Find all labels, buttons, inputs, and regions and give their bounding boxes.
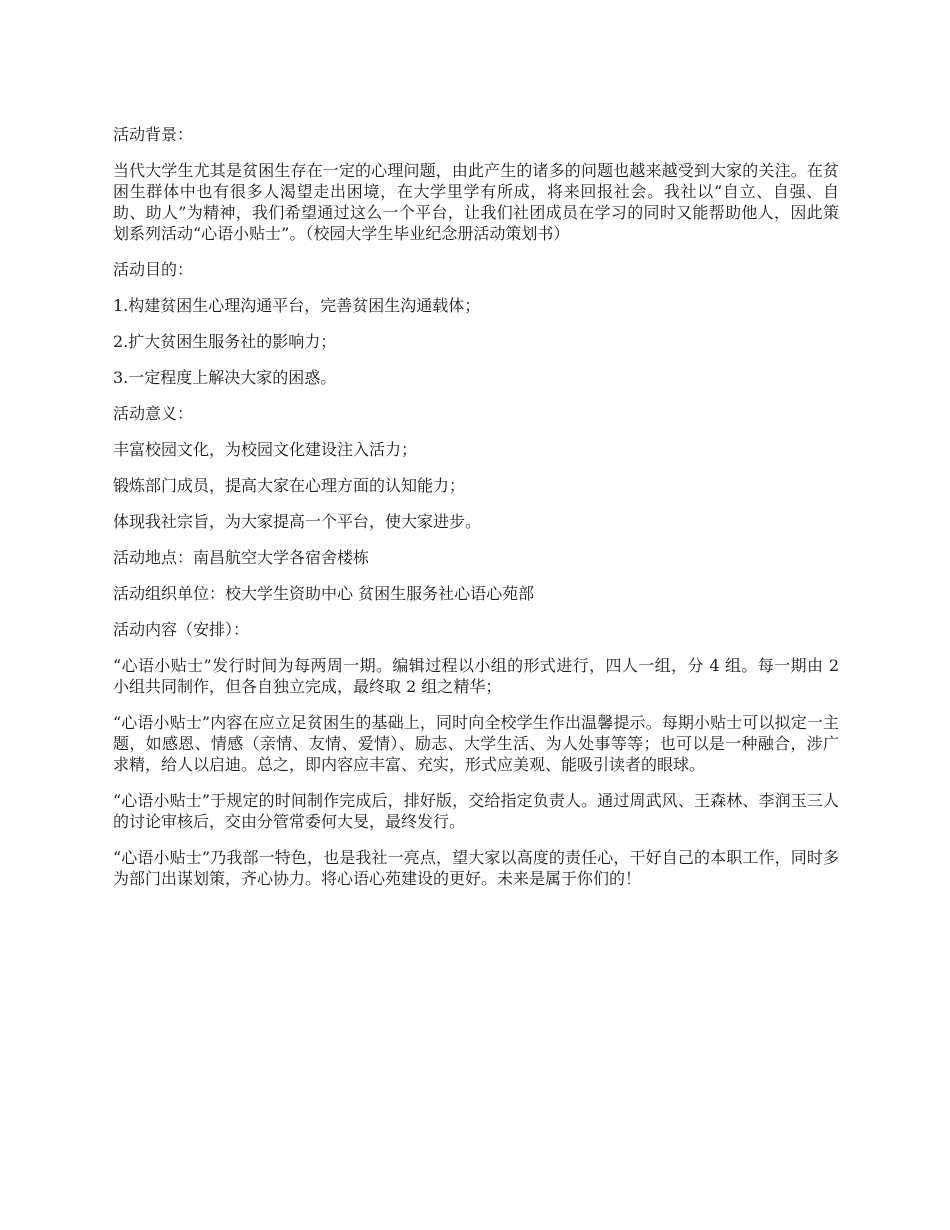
purpose-item-1: 1.构建贫困生心理沟通平台，完善贫困生沟通载体；: [113, 296, 481, 315]
significance-item-3: 体现我社宗旨，为大家提高一个平台，使大家进步。: [113, 512, 482, 531]
paragraph-background: 当代大学生尤其是贫困生存在一定的心理问题，由此产生的诸多的问题也越来越受到大家的关注。在贫困生群体中也有很多人渴望走出困境，在大学里学有所成，将来回报社会。我社以“自立、自强、自助、助人”为精神，我们希望通过这么一个平台，让我们社团成员在学习的同时又能帮助他人，因此策划系列活动“心语小贴士”。（校园大学生毕业纪念册活动策划书）: [113, 161, 839, 243]
purpose-item-2: 2.扩大贫困生服务社的影响力；: [113, 332, 337, 351]
significance-item-1: 丰富校园文化，为校园文化建设注入活力；: [113, 440, 418, 459]
purpose-item-3: 3.一定程度上解决大家的困惑。: [113, 368, 337, 387]
activity-location: 活动地点：南昌航空大学各宿舍楼栋: [113, 548, 370, 567]
content-paragraph-3: “心语小贴士”于规定的时间制作完成后，排好版，交给指定负责人。通过周武风、王森林、李润玉三人的讨论审核后，交由分管常委何大旻，最终发行。: [113, 791, 839, 831]
activity-organizer: 活动组织单位：校大学生资助中心 贫困生服务社心语心苑部: [113, 584, 535, 603]
content-paragraph-2: “心语小贴士”内容在应立足贫困生的基础上，同时向全校学生作出温馨提示。每期小贴士可以拟定一主题，如感恩、情感（亲情、友情、爱情）、励志、大学生活、为人处事等等；也可以是一种融合，涉广求精，给人以启迪。总之，即内容应丰富、充实，形式应美观、能吸引读者的眼球。: [113, 713, 839, 774]
heading-purpose: 活动目的：: [113, 260, 194, 279]
document-body: [113, 124, 839, 904]
significance-item-2: 锻炼部门成员，提高大家在心理方面的认知能力；: [113, 476, 466, 495]
heading-significance: 活动意义：: [113, 404, 194, 423]
content-paragraph-1: “心语小贴士”发行时间为每两周一期。编辑过程以小组的形式进行，四人一组，分 4 组。每一期由 2 小组共同制作，但各自独立完成，最终取 2 组之精华；: [113, 656, 839, 696]
heading-content: 活动内容（安排）：: [113, 620, 250, 639]
heading-background: 活动背景：: [113, 125, 194, 144]
content-paragraph-4: “心语小贴士”乃我部一特色，也是我社一亮点，望大家以高度的责任心，干好自己的本职工作，同时多为部门出谋划策，齐心协力。将心语心苑建设的更好。未来是属于你们的！: [113, 848, 839, 888]
